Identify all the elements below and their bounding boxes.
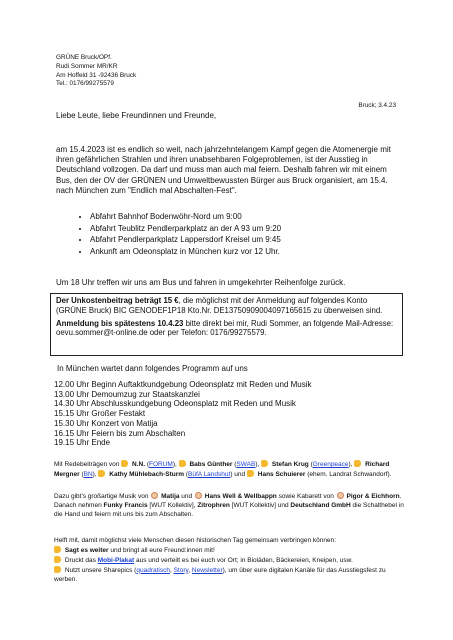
help-item [54,556,410,566]
speaker-name: N.N. [132,461,146,468]
music-text: . Danach nehmen [54,493,402,509]
speakers-text: (ehem. Landrat Schwandorf). [305,470,392,478]
buefa-link[interactable]: BüfA Landshut [188,470,231,478]
list-item: • Ankunft am Odeonsplatz in München kurz vor 12 Uhr. [90,246,410,258]
cost-amount: Der Unkostenbeitrag beträgt 15 € [56,296,179,305]
pointing-hand-icon [54,556,61,563]
greenpeace-link[interactable]: Greenpeace [312,461,349,468]
schedule-item: 19.15 Uhr Ende [54,438,111,448]
cost-paragraph [56,296,397,316]
speakers-text: und [232,470,247,478]
intro-paragraph: am 15.4.2023 ist es endlich so weit, nach jahrzehntelangem Kampf gegen die Atomenergie mit ihren gefährlichen Strahlen und ihren unabsehbaren Folgeproblemen, ist der Ausstieg in Deutschland vollzogen. Da darf und muss man auch mal feiern. Deshalb fahren wir mit einem Bus, den der OV der GRÜNEN und Umweltbewussten Bürger aus Bruck organisiert, am 15.4. nach München zum "Endlich mal Abschalten-Fest". [56,145,391,195]
quadratisch-link[interactable]: quadratisch [136,566,170,574]
speaker-name: Hans Schuierer [257,470,306,478]
smiley-face-icon [337,492,344,499]
schedule-item: 15.30 Uhr Konzert von Matija [54,418,158,428]
schedule-item: 12.00 Uhr Beginn Auftaktkundgebung Odeonsplatz mit Reden und Musik [54,380,312,389]
newsletter-link[interactable]: Newsletter [191,566,223,574]
schedule-item: 15.15 Uhr Großer Festakt [54,409,146,419]
smiley-face-icon [195,492,202,499]
music-text: und [179,493,194,500]
schedule-item: 16.15 Uhr Feiern bis zum Abschalten [54,428,186,438]
help-item-text: Nutzt unsere Sharepics ( [64,566,137,574]
mobi-plakat-link[interactable]: Mobi-Plakat [97,556,135,564]
greeting: Liebe Leute, liebe Freundinnen und Freunde, [56,111,217,120]
help-item: Nutzt unsere Sharepics (quadratisch, Story, Newsletter), um über eure digitalen Kanäle für das Ausstiegsfest zu werben. [54,566,386,583]
program-intro: In München wartet dann folgendes Programm auf uns [57,364,248,373]
sender-name: Rudi Sommer MR/KR [56,62,118,70]
help-item [54,546,410,556]
sender-street: Am Hoffeld 31 -92436 Bruck [56,71,137,79]
speakers-text: Mit Redebeiträgen von [54,461,122,468]
signup-paragraph [56,319,397,339]
speakers-paragraph: Mit Redebeiträgen von N.N. (FORUM), Babs Günther (SWAB), Stefan Krug (Greenpeace), Richard Mergner (BN), Kathy Mühlebach-Sturm (BüfA Landshut) und Hans Schuierer (ehem. Landrat Schwandorf). [54,461,392,478]
help-paragraph [54,537,410,585]
list-item: • Abfahrt Pendlerparkplatz Lappersdorf Kreisel um 9:45 [90,234,410,246]
bn-link[interactable]: BN [83,470,93,478]
departure-list [76,211,410,257]
music-text: sowie Kabarett von [276,493,336,500]
speaker-name: Stefan Krug [271,461,309,468]
music-text: [WUT Kollektiv], [147,501,198,509]
pointing-hand-icon [179,460,186,467]
pointing-hand-icon [54,566,61,573]
sender-address [56,54,136,89]
pointing-hand-icon [261,460,268,467]
speaker-name: Richard Mergner [54,461,390,478]
artist-name: Funky Francis [103,501,148,509]
list-item: • Abfahrt Teublitz Pendlerparkplatz an der A 93 um 9:20 [90,223,410,235]
pointing-hand-icon [54,546,61,553]
smiley-face-icon [151,492,158,499]
schedule-item: 13.00 Uhr Demoumzug zur Staatskanzlei [54,389,200,399]
pointing-hand-icon [354,460,361,467]
pointing-hand-icon [247,470,254,477]
cost-signup-box [50,293,403,356]
help-item-bold: Sagt es weiter [64,546,109,554]
signup-deadline: Anmeldung bis spätestens 10.4.23 [56,318,184,328]
artist-name: Zitrophren [197,501,230,509]
list-item: • Abfahrt Bahnhof Bodenwöhr-Nord um 9:00 [90,211,410,223]
artist-name: Deutschland GmbH [290,501,351,509]
return-note: Um 18 Uhr treffen wir uns am Bus und fahren in umgekehrter Reihenfolge zurück. [56,278,346,287]
speaker-name: Kathy Mühlebach-Sturm [109,470,185,478]
speaker-name: Babs Günther [189,461,233,468]
letter-date: Bruck; 3.4.23 [358,102,396,109]
story-link[interactable]: Story [173,566,189,574]
artist-name: Hans Well & Wellbappn [204,493,277,500]
forum-link[interactable]: FORUM [149,461,173,468]
swab-link[interactable]: SWAB [236,461,256,468]
pointing-hand-icon [121,460,128,467]
artist-name: Pigor & Eichhorn [346,493,400,500]
music-text: Dazu gibt's großartige Musik von [54,493,151,500]
cost-account: , die möglichst mit der Anmeldung auf folgendes Konto (GRÜNE Bruck) BIC GENODEF1P18 Kto.Nr. DE13750909004097165615 zu überweisen sind. [56,296,383,315]
music-text: die Schalthebel in die Hand und feiern mit uns bis zum Abschalten. [54,501,404,518]
help-item-text: und bringt all eure Freund:innen mit! [108,546,215,554]
help-item-text: ), um über eure digitalen Kanäle für das Ausstiegsfest zu werben. [54,566,386,583]
schedule-list [54,380,312,448]
music-paragraph [54,492,410,520]
help-intro: Helft mit, damit möglichst viele Menschen diesen historischen Tag gemeinsam verbringen können: [54,537,337,544]
artist-name: Matija [161,493,180,500]
sender-phone: Tel.: 0176/99275579 [56,80,114,88]
sender-org: GRÜNE Bruck/OPf. [56,54,112,61]
music-text: [WUT Kollektiv] und [229,501,291,509]
help-item-text: Druckt das [64,556,98,564]
help-item-text: aus und verteilt es bei euch vor Ort; in Bioläden, Bäckereien, Kneipen, usw. [134,556,353,564]
signup-contact: bitte direkt bei mir, Rudi Sommer, an folgende Mail-Adresse: oevu.sommer@t-online.de oder per Telefon: 0176/99275579. [56,318,394,338]
pointing-hand-icon [98,470,105,477]
schedule-item: 14.30 Uhr Abschlusskundgebung Odeonsplatz mit Reden und Musik [54,399,296,409]
